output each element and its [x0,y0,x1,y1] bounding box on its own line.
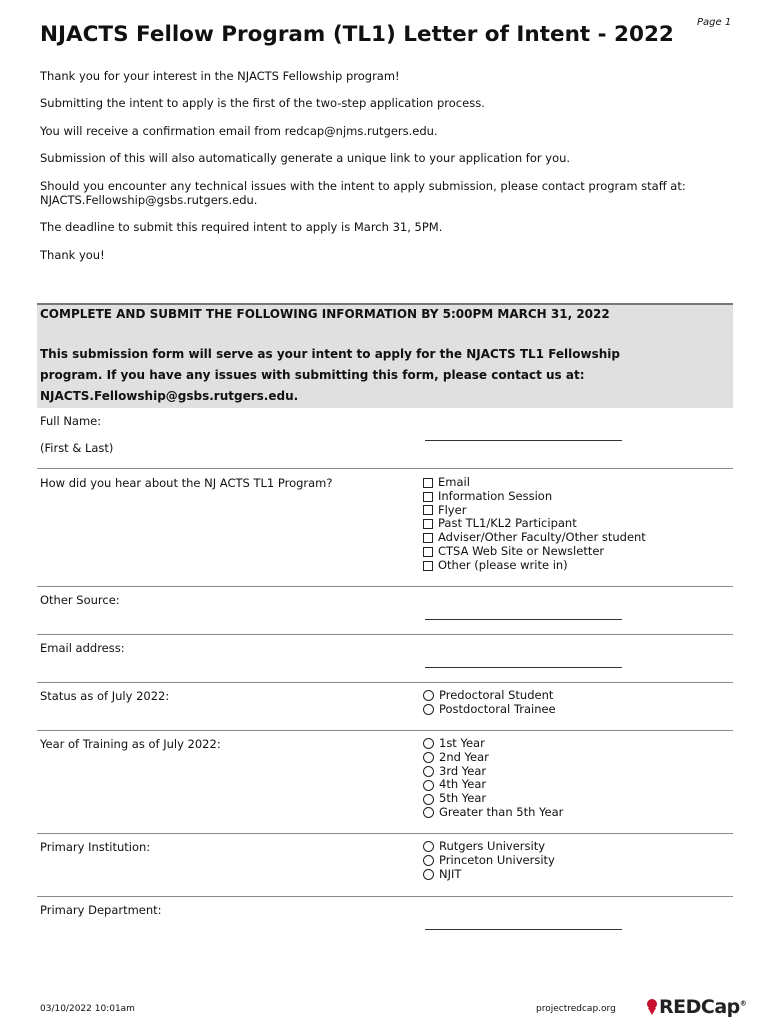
logo-word: REDCap [659,996,740,1018]
page-number: Page 1 [697,17,732,28]
institution-options [423,840,555,881]
other-source-label: Other Source: [40,593,120,607]
radio-icon[interactable] [423,807,434,818]
option-label: Adviser/Other Faculty/Other student [438,530,646,545]
option-label: 5th Year [439,791,487,806]
hear-about-option-ctsa[interactable] [423,545,646,559]
status-option-predoc[interactable] [423,689,556,703]
hear-about-option-email[interactable] [423,476,646,490]
hear-about-option-adviser[interactable] [423,531,646,545]
year-option-3[interactable] [423,765,563,779]
radio-icon[interactable] [423,704,434,715]
intro-line: Submission of this will also automatically generate a unique link to your application for you. [40,151,571,165]
checkbox-icon[interactable] [423,561,433,571]
intro-line: Thank you for your interest in the NJACTS Fellowship program! [40,69,400,83]
institution-option-rutgers[interactable] [423,840,555,854]
option-label: 1st Year [439,736,485,750]
radio-icon[interactable] [423,841,434,852]
intro-line: The deadline to submit this required intent to apply is March 31, 5PM. [40,220,443,234]
department-input[interactable] [425,929,622,930]
checkbox-icon[interactable] [423,533,433,543]
radio-icon[interactable] [423,752,434,763]
redcap-logo [645,996,746,1018]
radio-icon[interactable] [423,794,434,805]
email-input[interactable] [425,667,622,668]
status-label: Status as of July 2022: [40,689,170,703]
footer-timestamp: 03/10/2022 10:01am [40,1004,135,1014]
status-options [423,689,556,717]
institution-label: Primary Institution: [40,840,151,854]
email-label: Email address: [40,641,125,655]
divider [37,682,733,683]
divider [37,896,733,897]
radio-icon[interactable] [423,738,434,749]
institution-option-princeton[interactable] [423,854,555,868]
radio-icon[interactable] [423,855,434,866]
option-label: 3rd Year [439,763,487,778]
option-label: Greater than 5th Year [439,804,564,819]
status-option-postdoc[interactable] [423,703,556,717]
year-option-4[interactable] [423,778,563,792]
intro-line: NJACTS.Fellowship@gsbs.rutgers.edu. [40,193,258,207]
instructions-banner [37,303,733,408]
checkbox-icon[interactable] [423,492,433,502]
checkbox-icon[interactable] [423,519,433,529]
institution-option-njit[interactable] [423,868,555,882]
divider [37,634,733,635]
intro-line: Thank you! [40,248,105,262]
year-option-5[interactable] [423,792,563,806]
hear-about-options [423,476,646,573]
checkbox-icon[interactable] [423,547,433,557]
full-name-label: Full Name: [40,414,102,428]
year-option-1[interactable] [423,737,563,751]
hear-about-option-other[interactable] [423,559,646,573]
radio-icon[interactable] [423,869,434,880]
logo-registered: ® [739,999,747,1008]
option-label: NJIT [439,866,462,881]
divider [37,586,733,587]
radio-icon[interactable] [423,766,434,777]
department-label: Primary Department: [40,903,162,917]
option-label: Rutgers University [439,839,546,853]
redcap-cap-icon [645,998,659,1016]
checkbox-icon[interactable] [423,505,433,515]
option-label: 2nd Year [439,749,489,764]
hear-about-option-flyer[interactable] [423,504,646,518]
option-label: 4th Year [439,777,487,792]
banner-line: NJACTS.Fellowship@gsbs.rutgers.edu. [40,389,299,403]
footer-site: projectredcap.org [536,1004,616,1014]
form-title: NJACTS Fellow Program (TL1) Letter of Intent - 2022 [40,22,674,47]
option-label: Flyer [438,502,467,517]
year-options [423,737,563,820]
option-label: CTSA Web Site or Newsletter [438,543,605,558]
intro-line: Submitting the intent to apply is the first of the two-step application process. [40,96,485,110]
option-label: Princeton University [439,852,555,867]
divider [37,468,733,469]
divider [37,833,733,834]
option-label: Information Session [438,488,553,503]
hear-about-label: How did you hear about the NJ ACTS TL1 Program? [40,476,333,490]
banner-body [40,344,720,407]
option-label: Postdoctoral Trainee [439,701,556,716]
banner-heading: COMPLETE AND SUBMIT THE FOLLOWING INFORMATION BY 5:00PM MARCH 31, 2022 [40,307,610,321]
banner-line: program. If you have any issues with submitting this form, please contact us at: [40,368,585,382]
option-label: Email [438,475,470,489]
option-label: Predoctoral Student [439,688,554,702]
checkbox-icon[interactable] [423,478,433,488]
banner-line: This submission form will serve as your intent to apply for the NJACTS TL1 Fellowship [40,347,621,361]
intro-line: Should you encounter any technical issues with the intent to apply submission, please contact program staff at: [40,179,686,193]
year-label: Year of Training as of July 2022: [40,737,221,751]
option-label: Past TL1/KL2 Participant [438,516,577,531]
intro-line: You will receive a confirmation email from redcap@njms.rutgers.edu. [40,124,438,138]
radio-icon[interactable] [423,690,434,701]
full-name-sublabel: (First & Last) [40,441,114,455]
year-option-gt5[interactable] [423,806,563,820]
redcap-logo-text [659,996,746,1018]
radio-icon[interactable] [423,780,434,791]
full-name-input[interactable] [425,440,622,441]
other-source-input[interactable] [425,619,622,620]
hear-about-option-past-participant[interactable] [423,517,646,531]
hear-about-option-info-session[interactable] [423,490,646,504]
year-option-2[interactable] [423,751,563,765]
option-label: Other (please write in) [438,557,568,572]
divider [37,730,733,731]
